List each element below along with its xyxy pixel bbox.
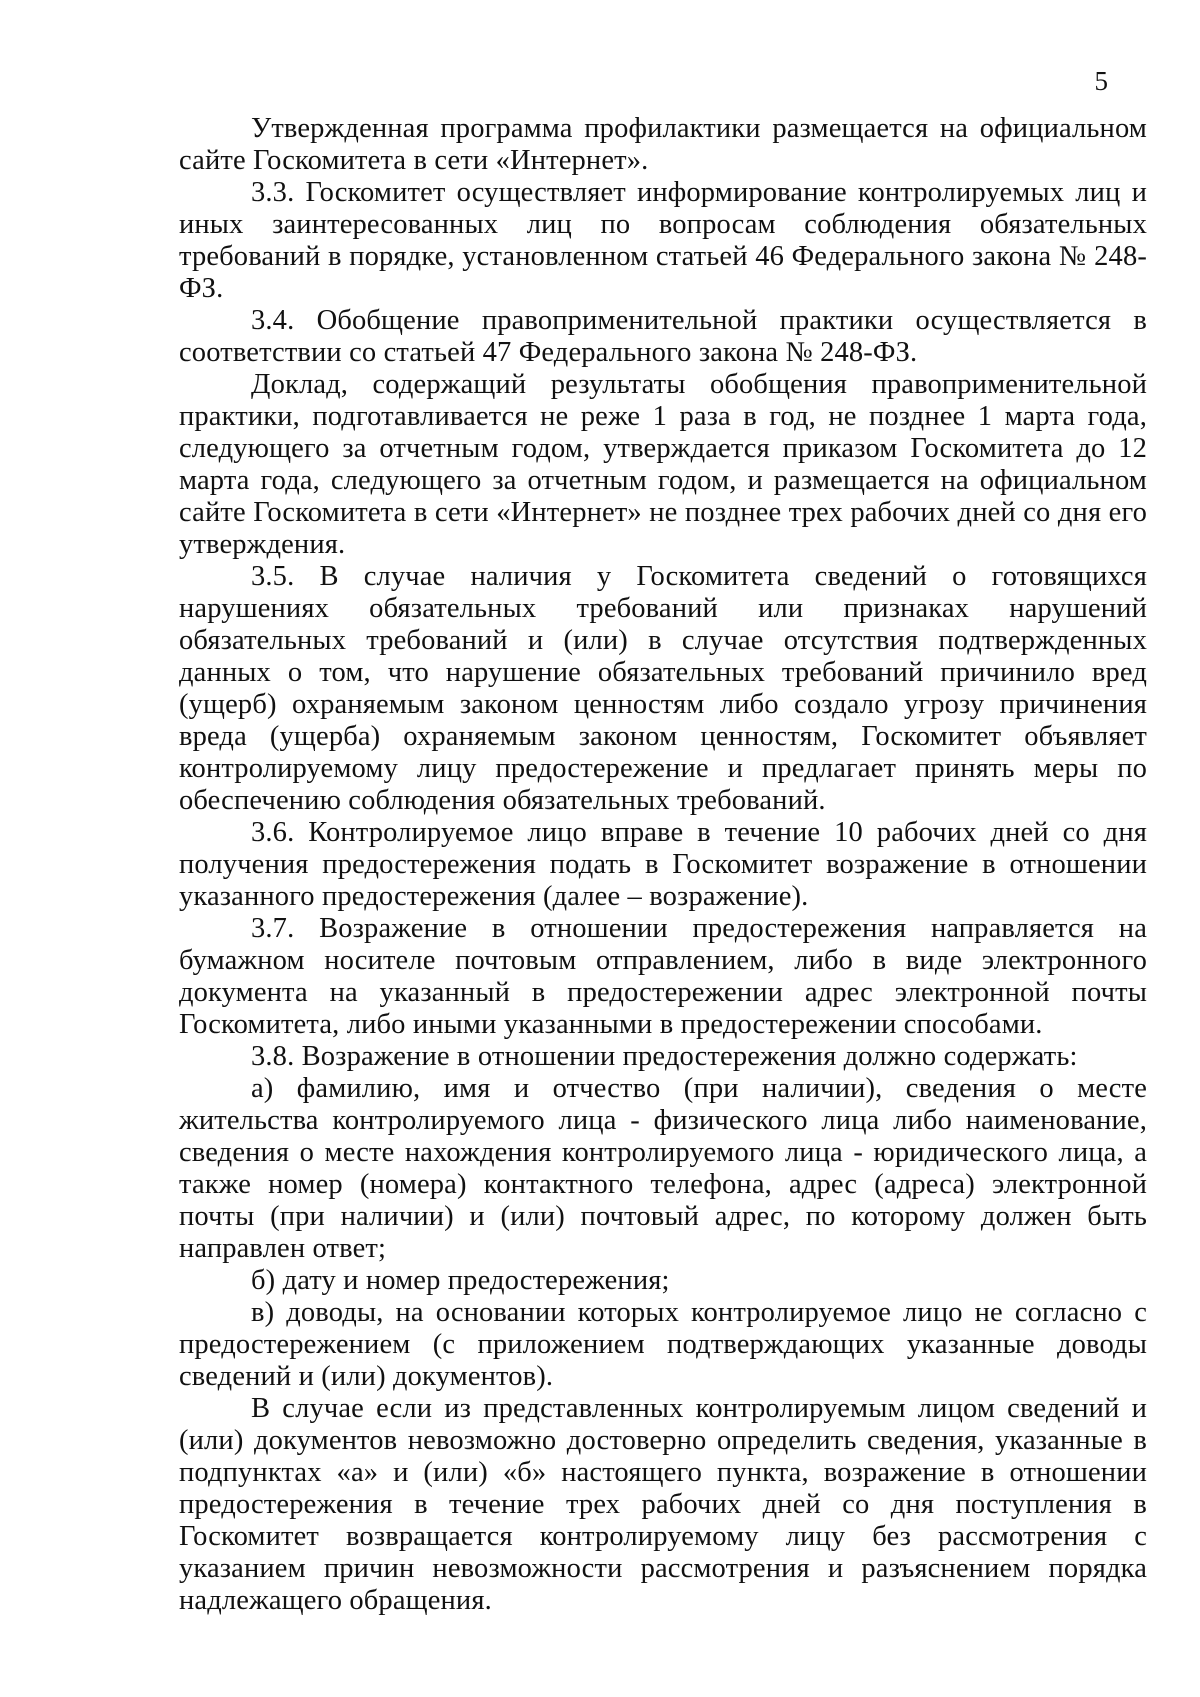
document-body — [179, 113, 1147, 1617]
page-number: 5 — [1094, 66, 1108, 96]
paragraph-3-4: 3.4. Обобщение правоприменительной практики осуществляется в соответствии со статьей 47 Федерального закона № 248-ФЗ. — [179, 305, 1147, 368]
paragraph-3-5: 3.5. В случае наличия у Госкомитета сведений о готовящихся нарушениях обязательных требований или признаках нарушений обязательных требований и (или) в случае отсутствия подтвержденных данных о том, что нарушение обязательных требований причинило вред (ущерб) охраняемым законом ценностям либо создало угрозу причинения вреда (ущерба) охраняемым законом ценностям, Госкомитет объявляет контролируемому лицу предостережение и предлагает принять меры по обеспечению соблюдения обязательных требований. — [179, 561, 1147, 816]
paragraph-3-3: 3.3. Госкомитет осуществляет информирование контролируемых лиц и иных заинтересованных лиц по вопросам соблюдения обязательных требований в порядке, установленном статьей 46 Федерального закона № 248-ФЗ. — [179, 177, 1147, 304]
paragraph-program-publication: Утвержденная программа профилактики размещается на официальном сайте Госкомитета в сети «Интернет». — [179, 113, 1147, 176]
paragraph-3-8-a: а) фамилию, имя и отчество (при наличии), сведения о месте жительства контролируемого лица - физического лица либо наименование, сведения о месте нахождения контролируемого лица - юридического лица, а также номер (номера) контактного телефона, адрес (адреса) электронной почты (при наличии) и (или) почтовый адрес, по которому должен быть направлен ответ; — [179, 1073, 1147, 1264]
paragraph-3-7: 3.7. Возражение в отношении предостережения направляется на бумажном носителе почтовым отправлением, либо в виде электронного документа на указанный в предостережении адрес электронной почты Госкомитета, либо иными указанными в предостережении способами. — [179, 913, 1147, 1040]
paragraph-return-objection: В случае если из представленных контролируемым лицом сведений и (или) документов невозможно достоверно определить сведения, указанные в подпунктах «а» и (или) «б» настоящего пункта, возражение в отношении предостережения в течение трех рабочих дней со дня поступления в Госкомитет возвращается контролируемому лицу без рассмотрения с указанием причин невозможности рассмотрения и разъяснением порядка надлежащего обращения. — [179, 1393, 1147, 1616]
paragraph-3-8: 3.8. Возражение в отношении предостережения должно содержать: — [251, 1041, 1078, 1072]
paragraph-3-8-b: б) дату и номер предостережения; — [251, 1265, 670, 1296]
paragraph-3-8-v: в) доводы, на основании которых контролируемое лицо не согласно с предостережением (с приложением подтверждающих указанные доводы сведений и (или) документов). — [179, 1297, 1147, 1392]
paragraph-3-6: 3.6. Контролируемое лицо вправе в течение 10 рабочих дней со дня получения предостережения подать в Госкомитет возражение в отношении указанного предостережения (далее – возражение). — [179, 817, 1147, 912]
paragraph-report: Доклад, содержащий результаты обобщения правоприменительной практики, подготавливается не реже 1 раза в год, не позднее 1 марта года, следующего за отчетным годом, утверждается приказом Госкомитета до 12 марта года, следующего за отчетным годом, и размещается на официальном сайте Госкомитета в сети «Интернет» не позднее трех рабочих дней со дня его утверждения. — [179, 369, 1147, 560]
